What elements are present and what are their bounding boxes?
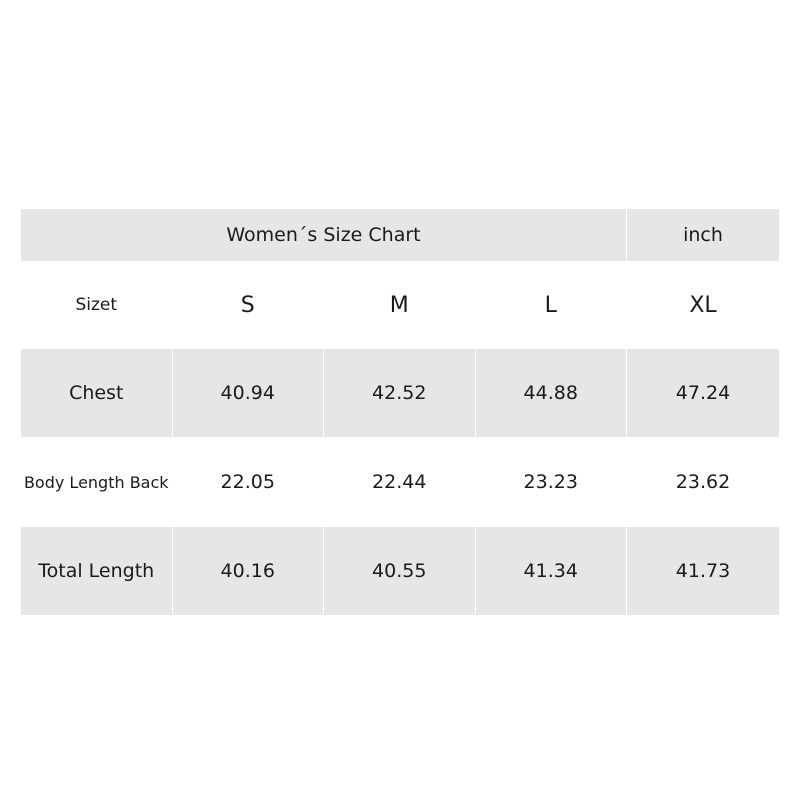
- unit-label: inch: [627, 209, 780, 262]
- row-label-total-length: Total Length: [21, 527, 173, 616]
- table-row: [21, 527, 780, 616]
- table-row: [21, 349, 780, 438]
- chart-title: Women´s Size Chart: [21, 209, 627, 262]
- cell-total-length-xl: 41.73: [627, 527, 780, 616]
- column-header-size: Sizet: [21, 262, 173, 349]
- table-row-title: [21, 209, 780, 262]
- row-label-chest: Chest: [21, 349, 173, 438]
- cell-body-length-back-m: 22.44: [324, 438, 476, 527]
- table-row-header: [21, 262, 780, 349]
- cell-body-length-back-xl: 23.62: [627, 438, 780, 527]
- row-label-body-length-back: Body Length Back: [21, 438, 173, 527]
- column-header-xl: XL: [627, 262, 780, 349]
- size-chart-container: [20, 208, 780, 616]
- cell-total-length-l: 41.34: [475, 527, 627, 616]
- column-header-m: M: [324, 262, 476, 349]
- cell-chest-xl: 47.24: [627, 349, 780, 438]
- cell-body-length-back-l: 23.23: [475, 438, 627, 527]
- size-chart-table: [20, 208, 780, 616]
- cell-chest-l: 44.88: [475, 349, 627, 438]
- cell-total-length-m: 40.55: [324, 527, 476, 616]
- table-row: [21, 438, 780, 527]
- column-header-s: S: [172, 262, 324, 349]
- cell-chest-s: 40.94: [172, 349, 324, 438]
- cell-body-length-back-s: 22.05: [172, 438, 324, 527]
- column-header-l: L: [475, 262, 627, 349]
- cell-total-length-s: 40.16: [172, 527, 324, 616]
- cell-chest-m: 42.52: [324, 349, 476, 438]
